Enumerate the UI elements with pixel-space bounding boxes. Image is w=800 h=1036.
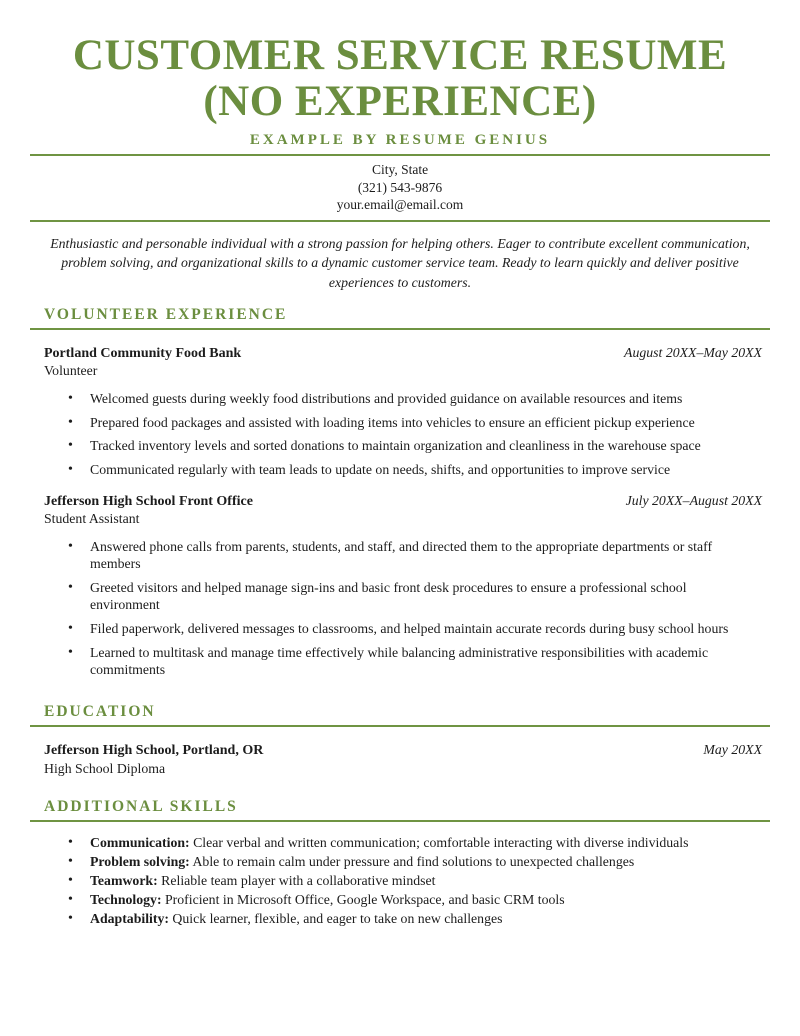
experience-entry-front-office — [44, 493, 770, 679]
summary-text: Enthusiastic and personable individual with a strong passion for helping others. Eager to contribute excellent communication, problem solving, and organizational skills to a dynamic customer service team. Ready to learn quickly and deliver positive experiences to customers. — [50, 235, 750, 290]
bullet-item: • Learned to multitask and manage time effectively while balancing administrative responsibilities with academic commitments — [68, 644, 740, 679]
skill-text: Proficient in Microsoft Office, Google Workspace, and basic CRM tools — [161, 891, 565, 907]
education-entry — [44, 742, 770, 778]
contact-phone: (321) 543-9876 — [357, 179, 443, 195]
contact-location: City, State — [371, 162, 429, 177]
experience-entry-food-bank — [44, 345, 770, 478]
contact-block — [30, 161, 770, 214]
entry-role: Student Assistant — [44, 510, 140, 526]
skills-list — [44, 833, 770, 928]
section-volunteer-experience — [30, 306, 770, 679]
bullet-item: • Filed paperwork, delivered messages to classrooms, and helped maintain accurate records during busy school hours — [68, 620, 740, 638]
skill-item — [68, 909, 770, 928]
bullet-item: • Welcomed guests during weekly food distributions and provided guidance on available resources and items — [68, 390, 740, 408]
entry-header-row — [44, 742, 770, 759]
entry-role: Volunteer — [44, 363, 98, 379]
skill-text: Clear verbal and written communication; comfortable interacting with diverse individuals — [189, 834, 689, 850]
organization-name: Jefferson High School Front Office — [44, 493, 253, 509]
entry-dates: July 20XX–August 20XX — [625, 492, 762, 508]
section-heading-skills: ADDITIONAL SKILLS — [30, 798, 770, 822]
resume-header — [30, 0, 770, 292]
skill-label: Technology: — [90, 891, 162, 907]
section-additional-skills — [30, 798, 770, 928]
school-name: Jefferson High School, Portland, OR — [44, 742, 264, 758]
bullet-item: • Answered phone calls from parents, students, and staff, and directed them to the appropriate departments or staff members — [68, 538, 740, 573]
skill-label: Problem solving: — [90, 853, 190, 869]
skill-label: Teamwork: — [90, 872, 158, 888]
entry-header-row — [44, 493, 770, 510]
organization-name: Portland Community Food Bank — [44, 346, 242, 362]
page-title-line2: (NO EXPERIENCE) — [203, 78, 597, 125]
bullet-item: • Communicated regularly with team leads to update on needs, shifts, and opportunities to improve service — [68, 461, 740, 479]
skill-text: Able to remain calm under pressure and find solutions to unexpected challenges — [189, 853, 635, 869]
degree-name: High School Diploma — [44, 760, 166, 776]
skill-text: Reliable team player with a collaborative mindset — [157, 872, 436, 888]
skill-item — [68, 871, 770, 890]
header-divider — [30, 154, 770, 156]
bullet-item: • Tracked inventory levels and sorted donations to maintain organization and cleanliness in the warehouse space — [68, 437, 740, 455]
bullet-item: • Greeted visitors and helped manage sign-ins and basic front desk procedures to ensure a professional school environment — [68, 579, 740, 614]
entry-bullet-list — [44, 538, 740, 679]
contact-divider — [30, 220, 770, 222]
skill-item — [68, 890, 770, 909]
skill-item — [68, 833, 770, 852]
section-heading-volunteer: VOLUNTEER EXPERIENCE — [30, 306, 770, 330]
bullet-item: • Prepared food packages and assisted with loading items into vehicles to ensure an efficient pickup experience — [68, 414, 740, 432]
entry-dates: August 20XX–May 20XX — [624, 345, 762, 361]
skill-label: Adaptability: — [90, 910, 169, 926]
skill-label: Communication: — [90, 834, 190, 850]
contact-email: your.email@email.com — [336, 197, 464, 213]
section-heading-education: EDUCATION — [30, 703, 770, 727]
section-education — [30, 703, 770, 778]
entry-header-row — [44, 345, 770, 362]
resume-subtitle: EXAMPLE BY RESUME GENIUS — [249, 132, 551, 148]
entry-bullet-list — [44, 390, 740, 478]
education-date: May 20XX — [703, 741, 762, 757]
skill-item — [68, 852, 770, 871]
skill-text: Quick learner, flexible, and eager to take on new challenges — [168, 910, 503, 926]
page-title — [30, 0, 770, 125]
page-title-line1: CUSTOMER SERVICE RESUME — [72, 32, 728, 79]
